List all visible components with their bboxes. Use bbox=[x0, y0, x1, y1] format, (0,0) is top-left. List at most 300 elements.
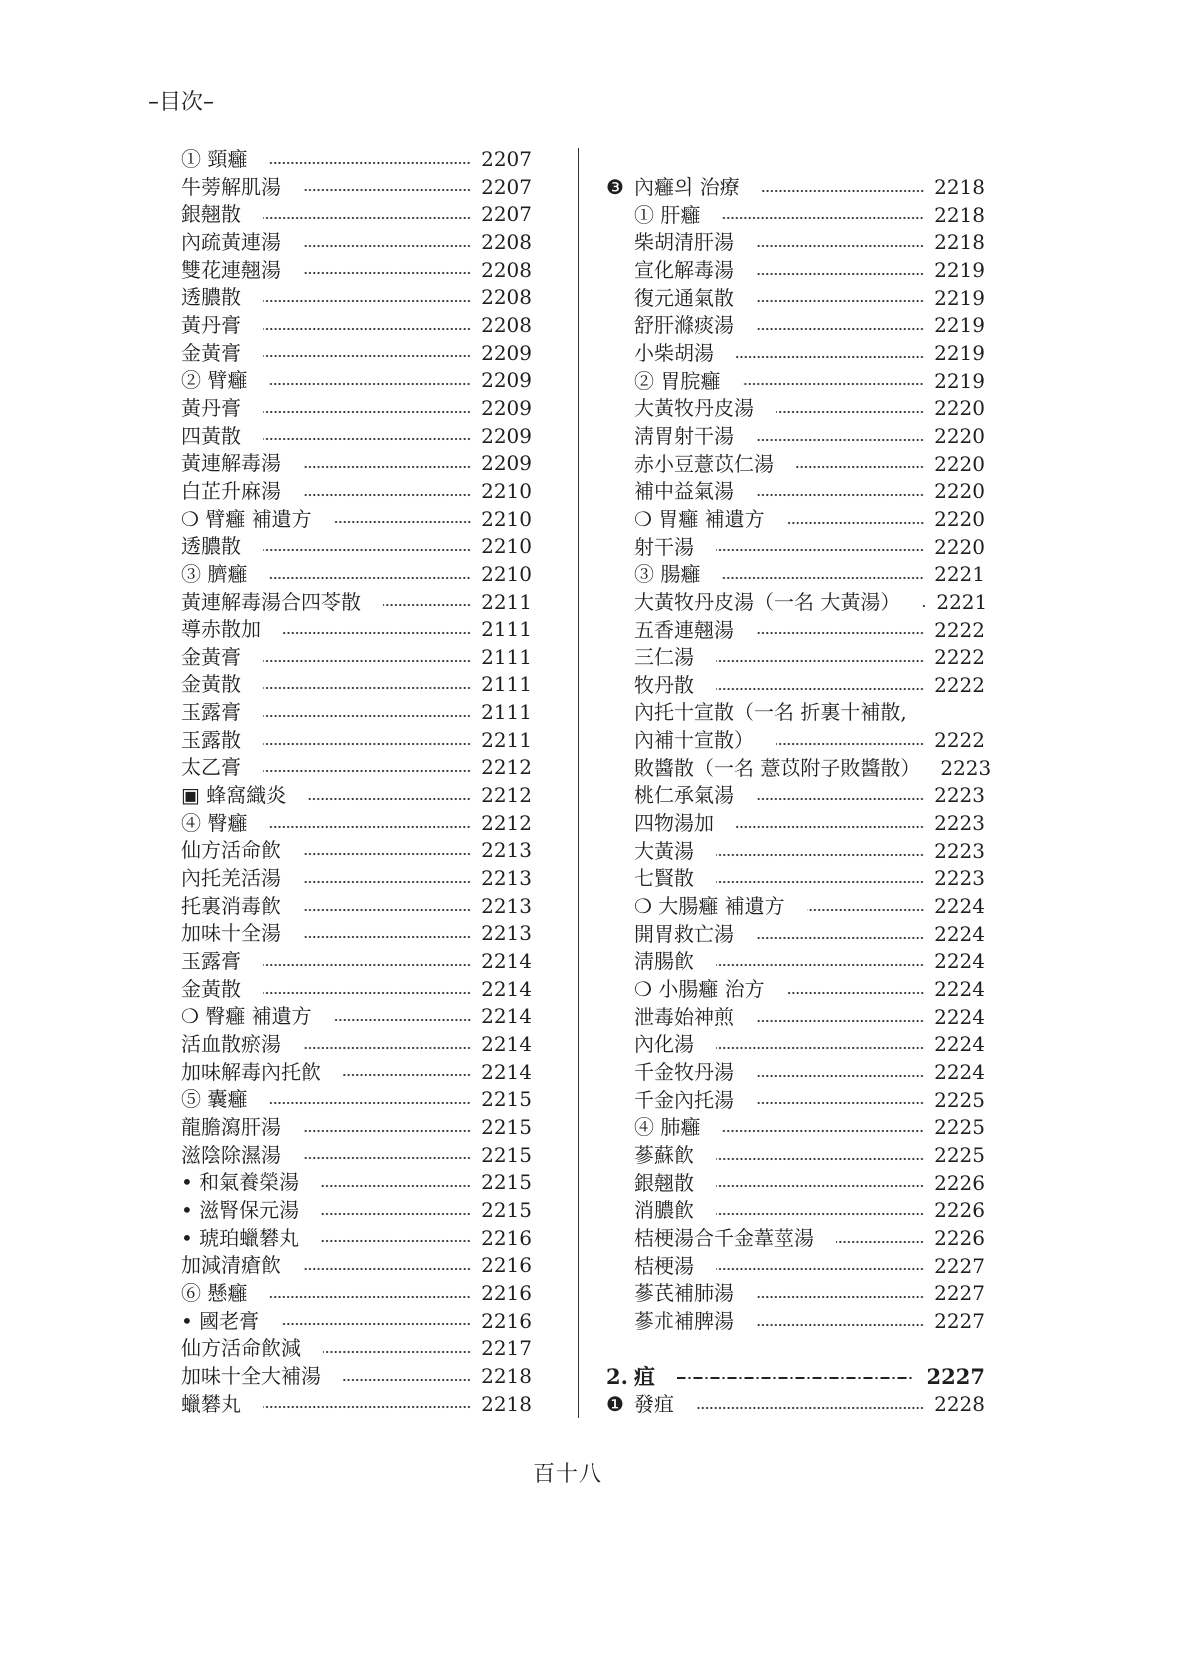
toc-entry-title: ④ 肺癰 bbox=[634, 1115, 701, 1140]
toc-entry-title: ❍ 臂癰 補遺方 bbox=[181, 506, 312, 531]
toc-page-number: 2215 bbox=[481, 1087, 532, 1112]
toc-entry bbox=[606, 672, 985, 700]
toc-page-number: 2225 bbox=[934, 1087, 985, 1112]
toc-entry bbox=[606, 893, 985, 921]
toc-entry-title: 玉露膏 bbox=[181, 700, 241, 725]
toc-entry bbox=[181, 1335, 532, 1363]
toc-page-number: 2111 bbox=[481, 672, 532, 697]
toc-entry-title: 蠟礬丸 bbox=[181, 1391, 241, 1416]
toc-entry-title: 玉露膏 bbox=[181, 949, 241, 974]
toc-entry bbox=[606, 1142, 985, 1170]
toc-section-2 bbox=[606, 1363, 985, 1418]
toc-entry bbox=[606, 589, 988, 617]
toc-entry-title: 三仁湯 bbox=[634, 645, 694, 670]
toc-entry bbox=[606, 617, 985, 645]
dot-leader bbox=[321, 1212, 471, 1216]
dot-leader bbox=[776, 742, 924, 746]
toc-entry-title: 內化湯 bbox=[634, 1032, 694, 1057]
dot-leader bbox=[263, 742, 471, 746]
dot-leader bbox=[303, 935, 471, 939]
toc-entry bbox=[181, 948, 532, 976]
toc-entry bbox=[181, 450, 532, 478]
dot-leader bbox=[756, 936, 924, 940]
dot-leader bbox=[263, 410, 471, 414]
toc-page-number: 2227 bbox=[934, 1253, 985, 1278]
toc-entry-title: 淸胃射干湯 bbox=[634, 423, 734, 448]
toc-page-number: 2214 bbox=[481, 1059, 532, 1084]
toc-entry bbox=[181, 1280, 532, 1308]
toc-page-number: 2208 bbox=[481, 285, 532, 310]
toc-entry-title: ① 肝癰 bbox=[634, 202, 701, 227]
toc-page-number: 2216 bbox=[481, 1280, 532, 1305]
dot-leader bbox=[756, 1323, 924, 1327]
toc-page-number: 2212 bbox=[481, 783, 532, 808]
dot-leader bbox=[756, 1019, 924, 1023]
toc-page-number: 2210 bbox=[481, 478, 532, 503]
dot-leader bbox=[263, 1405, 471, 1409]
dot-leader bbox=[303, 908, 471, 912]
toc-entry bbox=[181, 1114, 532, 1142]
dot-leader bbox=[263, 548, 471, 552]
dot-leader bbox=[263, 769, 471, 773]
toc-page-number: 2207 bbox=[481, 147, 532, 171]
toc-entry-title: 加味十全湯 bbox=[181, 921, 281, 946]
toc-entry-title: 牛蒡解肌湯 bbox=[181, 174, 281, 199]
dot-leader bbox=[722, 216, 924, 220]
dot-leader bbox=[762, 189, 924, 193]
toc-entry bbox=[606, 1004, 985, 1032]
toc-entry-title: ⑤ 囊癰 bbox=[181, 1087, 248, 1112]
toc-entry bbox=[181, 174, 532, 202]
toc-page-number: 2221 bbox=[936, 589, 988, 614]
toc-entry bbox=[606, 202, 985, 230]
dot-leader bbox=[303, 271, 471, 275]
toc-entry bbox=[606, 1363, 985, 1391]
toc-page-number: 2215 bbox=[481, 1114, 532, 1139]
toc-entry-title: 太乙膏 bbox=[181, 755, 241, 780]
toc-page-number: 2222 bbox=[934, 645, 985, 670]
toc-page-number: 2220 bbox=[934, 451, 985, 476]
dot-leader bbox=[263, 686, 471, 690]
dot-leader bbox=[716, 853, 924, 857]
toc-page-number: 2223 bbox=[934, 811, 985, 836]
toc-entry bbox=[181, 1142, 532, 1170]
toc-page-number: 2218 bbox=[934, 202, 985, 227]
dot-leader bbox=[303, 880, 471, 884]
toc-page-number: 2223 bbox=[934, 783, 985, 808]
dot-leader bbox=[263, 437, 471, 441]
toc-entry bbox=[181, 340, 532, 368]
toc-entry-title: • 國老膏 bbox=[181, 1308, 260, 1333]
toc-entry-title: 活血散瘀湯 bbox=[181, 1032, 281, 1056]
toc-page-number: 2220 bbox=[934, 506, 985, 531]
dot-leader bbox=[269, 382, 471, 386]
toc-page-number: 2219 bbox=[934, 313, 985, 338]
dot-leader bbox=[716, 1184, 924, 1188]
toc-entry bbox=[181, 920, 532, 948]
toc-entry bbox=[606, 257, 985, 285]
toc-entry-title: ② 胃脘癰 bbox=[634, 368, 721, 393]
toc-entry bbox=[606, 506, 985, 534]
toc-page-number: 2219 bbox=[934, 368, 985, 393]
dot-leader bbox=[696, 1406, 924, 1410]
toc-entry bbox=[606, 948, 985, 976]
toc-entry-title: 千金內托湯 bbox=[634, 1087, 734, 1112]
toc-page-number: 2227 bbox=[926, 1364, 985, 1390]
dot-leader bbox=[736, 355, 924, 359]
dot-leader bbox=[283, 631, 471, 635]
dot-leader bbox=[263, 327, 471, 331]
toc-page-number: 2224 bbox=[934, 1004, 985, 1029]
toc-entry-title: 敗醬散（一名 薏苡附子敗醬散） bbox=[634, 755, 921, 780]
dot-leader bbox=[269, 1101, 471, 1105]
toc-entry-title: 托裏消毒飮 bbox=[181, 893, 281, 918]
section-marker: ❸ bbox=[606, 175, 624, 199]
toc-entry-title: 滋陰除濕湯 bbox=[181, 1142, 281, 1167]
dot-leader bbox=[334, 520, 471, 524]
toc-page-number: 2213 bbox=[481, 866, 532, 891]
toc-entry bbox=[181, 1169, 532, 1197]
toc-left-column bbox=[181, 146, 532, 1418]
toc-entry-title: 透膿散 bbox=[181, 534, 241, 559]
toc-entry-title: 發疽 bbox=[634, 1391, 674, 1416]
toc-entry bbox=[606, 1114, 985, 1142]
toc-entry-title: 黃連解毒湯合四苓散 bbox=[181, 589, 361, 614]
toc-entry-title: 舒肝滌痰湯 bbox=[634, 313, 734, 338]
toc-entry-title: 雙花連翹湯 bbox=[181, 257, 281, 282]
toc-page-number: 2220 bbox=[934, 479, 985, 504]
dot-leader bbox=[263, 963, 471, 967]
toc-entry-title: 泄毒始神煎 bbox=[634, 1004, 734, 1029]
toc-page-number: 2218 bbox=[934, 175, 985, 199]
toc-entry-title: 內癰의 治療 bbox=[634, 175, 740, 199]
toc-page-number: 2219 bbox=[934, 257, 985, 282]
toc-page-number: 2214 bbox=[481, 1032, 532, 1056]
dot-leader bbox=[263, 714, 471, 718]
toc-page-number: 2225 bbox=[934, 1115, 985, 1140]
toc-page-number: 2210 bbox=[481, 534, 532, 559]
toc-entry bbox=[606, 1280, 985, 1308]
toc-entry bbox=[606, 478, 985, 506]
dot-leader bbox=[716, 1157, 924, 1161]
toc-entry bbox=[606, 312, 985, 340]
toc-page-number: 2228 bbox=[934, 1391, 985, 1416]
toc-entry bbox=[606, 644, 985, 672]
dot-leader bbox=[776, 410, 924, 414]
toc-entry-title: 宣化解毒湯 bbox=[634, 257, 734, 282]
toc-entry bbox=[606, 534, 985, 562]
toc-page-number: 2222 bbox=[934, 672, 985, 697]
toc-entry-title: 柴胡清肝湯 bbox=[634, 230, 734, 255]
toc-entry-title: 蔘芪補肺湯 bbox=[634, 1281, 734, 1306]
toc-entry-continued bbox=[606, 699, 985, 727]
dot-leader bbox=[716, 687, 924, 691]
toc-entry bbox=[181, 1197, 532, 1225]
dot-leader bbox=[303, 465, 471, 469]
toc-entry-title: • 滋腎保元湯 bbox=[181, 1197, 300, 1222]
toc-entry-title: 仙方活命飮減 bbox=[181, 1336, 301, 1361]
toc-entry bbox=[181, 589, 532, 617]
toc-entry-title: 七賢散 bbox=[634, 866, 694, 891]
toc-page-number: 2213 bbox=[481, 893, 532, 918]
toc-entry bbox=[606, 368, 985, 396]
toc-entry bbox=[181, 699, 532, 727]
toc-entry bbox=[181, 506, 532, 534]
toc-entry bbox=[606, 423, 985, 451]
toc-entry-title: ② 臂癰 bbox=[181, 368, 248, 393]
toc-entry bbox=[181, 312, 532, 340]
toc-entry-title: ▣ 蜂窩織炎 bbox=[181, 783, 287, 808]
toc-page-number: 2207 bbox=[481, 174, 532, 199]
toc-entry bbox=[606, 810, 985, 838]
toc-entry bbox=[181, 1003, 532, 1031]
toc-entry bbox=[181, 478, 532, 506]
toc-entry bbox=[606, 727, 985, 755]
toc-page-number: 2209 bbox=[481, 395, 532, 420]
toc-entry-title: ❍ 小腸癰 治方 bbox=[634, 977, 765, 1002]
toc-entry-title: 銀翹散 bbox=[181, 202, 241, 227]
section-marker: ❶ bbox=[606, 1391, 624, 1416]
dot-leader bbox=[269, 825, 471, 829]
toc-entry-title: 大黃牧丹皮湯 bbox=[634, 396, 754, 421]
dot-leader bbox=[263, 299, 471, 303]
toc-entry bbox=[606, 921, 985, 949]
toc-entry-title: ❍ 大腸癰 補遺方 bbox=[634, 894, 785, 919]
toc-entry-title: 開胃救亡湯 bbox=[634, 921, 734, 946]
dot-leader bbox=[756, 327, 924, 331]
toc-entry bbox=[181, 257, 532, 285]
toc-page-number: 2212 bbox=[481, 755, 532, 780]
section-marker: 2. bbox=[606, 1364, 628, 1390]
toc-entry-title: 五香連翹湯 bbox=[634, 617, 734, 642]
dot-leader bbox=[787, 521, 924, 525]
toc-entry bbox=[181, 1086, 532, 1114]
toc-entry bbox=[181, 201, 532, 229]
toc-page-number: 2209 bbox=[481, 451, 532, 476]
toc-entry-title: 復元通氣散 bbox=[634, 285, 734, 310]
toc-page-number: 2223 bbox=[940, 755, 992, 780]
toc-entry bbox=[606, 1059, 985, 1087]
toc-entry-title: 大黃湯 bbox=[634, 838, 694, 863]
dot-leader bbox=[343, 1378, 471, 1382]
toc-entry-title: 蔘朮補脾湯 bbox=[634, 1308, 734, 1333]
toc-entry bbox=[181, 561, 532, 589]
dot-leader bbox=[722, 576, 924, 580]
dot-leader bbox=[281, 1322, 471, 1326]
toc-entry-title: 千金牧丹湯 bbox=[634, 1060, 734, 1084]
toc-entry-title: 金黃散 bbox=[181, 976, 241, 1001]
toc-entry bbox=[606, 1391, 985, 1419]
dot-leader bbox=[323, 1350, 471, 1354]
dot-leader bbox=[269, 1295, 471, 1299]
dot-leader bbox=[716, 1267, 924, 1271]
dot-leader bbox=[742, 382, 924, 386]
toc-entry bbox=[606, 395, 985, 423]
toc-entry bbox=[606, 838, 985, 866]
toc-page-number: 2222 bbox=[934, 617, 985, 642]
toc-entry bbox=[606, 1087, 985, 1115]
dot-leader bbox=[756, 493, 924, 497]
toc-page-number: 2216 bbox=[481, 1308, 532, 1333]
toc-page-number: 2209 bbox=[481, 340, 532, 365]
toc-page-number: 2222 bbox=[934, 728, 985, 753]
dot-leader bbox=[716, 880, 924, 884]
toc-page-number: 2214 bbox=[481, 1004, 532, 1029]
toc-page-number: 2207 bbox=[481, 202, 532, 227]
toc-entry-title: 龍膽瀉肝湯 bbox=[181, 1114, 281, 1139]
toc-entry bbox=[181, 1308, 532, 1336]
dot-leader bbox=[756, 631, 924, 635]
dot-leader bbox=[716, 1212, 924, 1216]
toc-page-number: 2215 bbox=[481, 1197, 532, 1222]
toc-entry-title: 金黃散 bbox=[181, 672, 241, 697]
toc-entry-title: 內疏黃連湯 bbox=[181, 229, 281, 254]
toc-page-number: 2226 bbox=[934, 1198, 985, 1223]
toc-entry-title: 消膿飮 bbox=[634, 1198, 694, 1223]
dot-leader bbox=[303, 1046, 471, 1050]
toc-page-number: 2216 bbox=[481, 1225, 532, 1250]
dot-leader bbox=[303, 244, 471, 248]
toc-entry-title: ❍ 胃癰 補遺方 bbox=[634, 506, 765, 531]
toc-entry-title: 射干湯 bbox=[634, 534, 694, 559]
toc-page-number: 2220 bbox=[934, 423, 985, 448]
toc-entry bbox=[181, 229, 532, 257]
dot-leader bbox=[756, 1074, 924, 1078]
toc-page-number: 2210 bbox=[481, 506, 532, 531]
toc-entry bbox=[181, 1031, 532, 1059]
dot-leader bbox=[756, 272, 924, 276]
dot-leader bbox=[383, 603, 471, 607]
toc-entry bbox=[606, 782, 985, 810]
toc-entry bbox=[606, 561, 985, 589]
toc-entry bbox=[606, 174, 985, 202]
dash-dot-leader bbox=[677, 1377, 913, 1379]
toc-entry-title: 透膿散 bbox=[181, 285, 241, 310]
toc-entry bbox=[181, 1363, 532, 1391]
toc-page-number: 2215 bbox=[481, 1170, 532, 1195]
dot-leader bbox=[796, 465, 924, 469]
toc-entry-title: 金黃膏 bbox=[181, 644, 241, 669]
toc-page-number: 2209 bbox=[481, 423, 532, 448]
toc-entry bbox=[606, 229, 985, 257]
toc-page-number: 2209 bbox=[481, 368, 532, 393]
toc-page-number: 2223 bbox=[934, 866, 985, 891]
toc-page-number: 2111 bbox=[481, 700, 532, 725]
toc-entry-title: 內補十宣散） bbox=[634, 728, 754, 753]
toc-entry-title: 黃丹膏 bbox=[181, 312, 241, 337]
dot-leader bbox=[756, 797, 924, 801]
toc-entry-title: ③ 腸癰 bbox=[634, 562, 701, 587]
toc-page-number: 2218 bbox=[934, 230, 985, 255]
toc-entry-title: 玉露散 bbox=[181, 727, 241, 752]
toc-page-number: 2111 bbox=[481, 617, 532, 642]
dot-leader bbox=[787, 991, 924, 995]
toc-entry-title: 內托十宣散（一名 折裏十補散, bbox=[634, 700, 907, 725]
toc-entry-title: 金黃膏 bbox=[181, 340, 241, 365]
toc-entry bbox=[181, 671, 532, 699]
dot-leader bbox=[303, 852, 471, 856]
toc-page-number: 2214 bbox=[481, 949, 532, 974]
dot-leader bbox=[303, 1156, 471, 1160]
toc-entry bbox=[181, 1225, 532, 1253]
dot-leader bbox=[308, 797, 471, 801]
toc-entry-title: 黃連解毒湯 bbox=[181, 451, 281, 476]
toc-page-number: 2227 bbox=[934, 1281, 985, 1306]
toc-entry-title: 桃仁承氣湯 bbox=[634, 783, 734, 808]
toc-entry bbox=[606, 1197, 985, 1225]
dot-leader bbox=[263, 216, 471, 220]
dot-leader bbox=[269, 161, 471, 165]
toc-page-number: 2225 bbox=[934, 1142, 985, 1167]
toc-entry bbox=[606, 865, 985, 893]
toc-page-number: 2219 bbox=[934, 285, 985, 310]
dot-leader bbox=[263, 991, 471, 995]
dot-leader bbox=[836, 1240, 924, 1244]
toc-entry-title: 內托羌活湯 bbox=[181, 866, 281, 891]
toc-page-number: 2224 bbox=[934, 921, 985, 946]
dot-leader bbox=[263, 354, 471, 358]
dot-leader bbox=[303, 1129, 471, 1133]
toc-page-number: 2208 bbox=[481, 229, 532, 254]
toc-page-number: 2219 bbox=[934, 340, 985, 365]
toc-entry bbox=[181, 1059, 532, 1087]
toc-page-number: 2221 bbox=[934, 562, 985, 587]
toc-page-number: 2214 bbox=[481, 976, 532, 1001]
toc-entry-title: 加味解毒內托飮 bbox=[181, 1059, 321, 1084]
toc-page-number: 2220 bbox=[934, 534, 985, 559]
toc-entry-title: 淸腸飮 bbox=[634, 949, 694, 974]
toc-entry bbox=[181, 644, 532, 672]
dot-leader bbox=[716, 1046, 924, 1050]
toc-entry-title: 白芷升麻湯 bbox=[181, 478, 281, 503]
dot-leader bbox=[303, 1267, 471, 1271]
toc-entry-title: 四物湯加 bbox=[634, 811, 714, 836]
toc-entry bbox=[606, 976, 985, 1004]
toc-right-entries bbox=[606, 174, 992, 1336]
toc-page-number: 2213 bbox=[481, 921, 532, 946]
toc-entry-title: ① 頸癰 bbox=[181, 147, 248, 171]
toc-entry-title: 蔘蘇飮 bbox=[634, 1142, 694, 1167]
toc-page-number: 2226 bbox=[934, 1170, 985, 1195]
dot-leader bbox=[922, 604, 926, 608]
toc-page-number: 2218 bbox=[481, 1363, 532, 1388]
toc-entry-title: 四黃散 bbox=[181, 423, 241, 448]
toc-entry-title: 桔梗湯 bbox=[634, 1253, 694, 1278]
toc-entry-title: 加味十全大補湯 bbox=[181, 1363, 321, 1388]
toc-entry-title: 銀翹散 bbox=[634, 1170, 694, 1195]
dot-leader bbox=[716, 963, 924, 967]
toc-entry bbox=[181, 727, 532, 755]
toc-page-number: 2224 bbox=[934, 1060, 985, 1084]
toc-entry bbox=[181, 754, 532, 782]
toc-page-number: 2211 bbox=[481, 727, 532, 752]
toc-header: –目次– bbox=[148, 90, 215, 115]
toc-entry bbox=[606, 1225, 985, 1253]
dot-leader bbox=[334, 1018, 471, 1022]
dot-leader bbox=[321, 1184, 471, 1188]
dot-leader bbox=[716, 548, 924, 552]
toc-entry bbox=[181, 1252, 532, 1280]
toc-entry bbox=[606, 340, 985, 368]
toc-entry bbox=[606, 1031, 985, 1059]
toc-entry bbox=[606, 285, 985, 313]
toc-entry-title: ④ 臀癰 bbox=[181, 810, 248, 835]
toc-entry-title: ❍ 臀癰 補遺方 bbox=[181, 1004, 312, 1029]
toc-right-column bbox=[606, 174, 992, 1419]
toc-page-number: 2220 bbox=[934, 396, 985, 421]
toc-entry bbox=[181, 423, 532, 451]
dot-leader bbox=[321, 1239, 471, 1243]
